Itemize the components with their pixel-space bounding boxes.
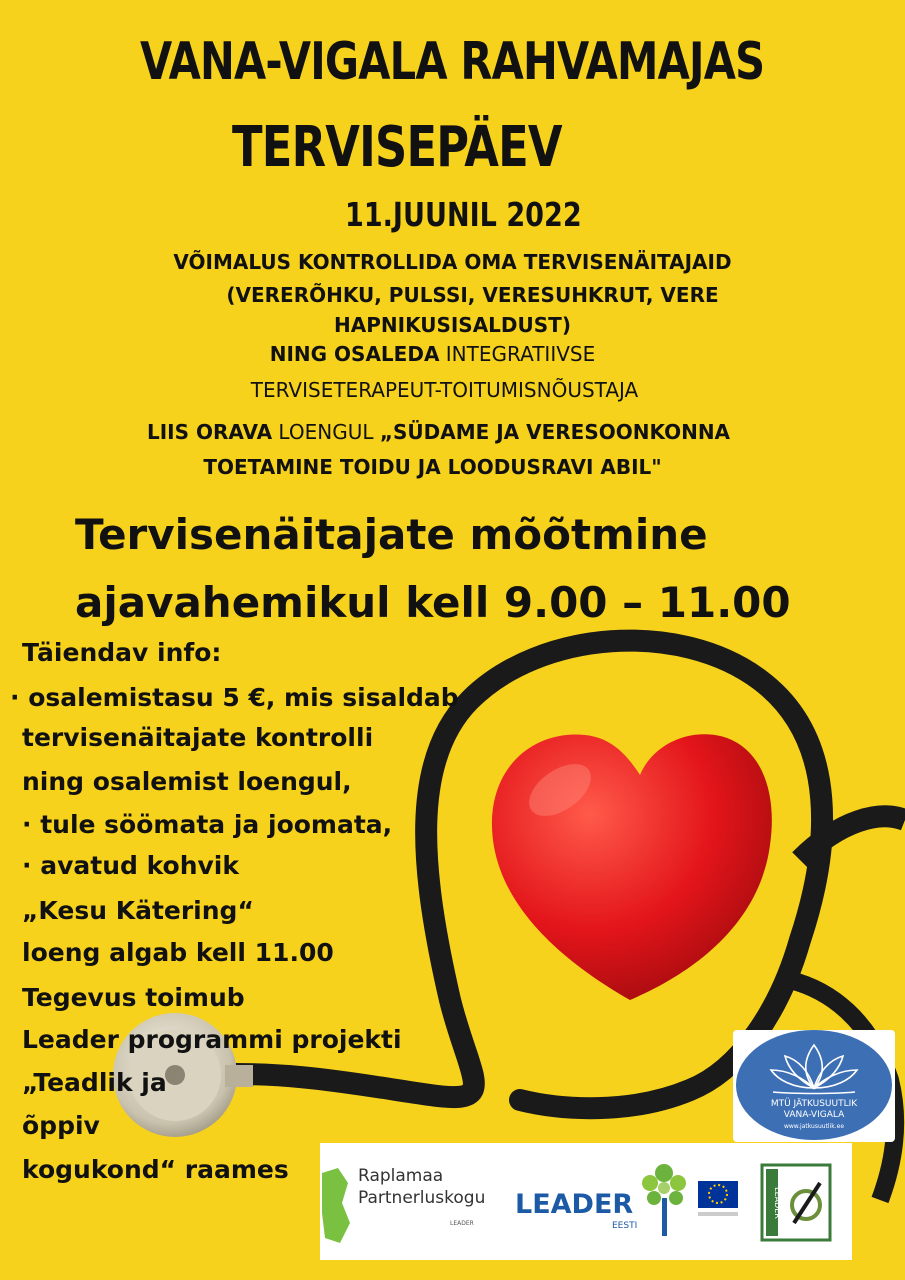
- info-line: tervisenäitajate kontrolli: [22, 723, 374, 752]
- intro-line-3: HAPNIKUSISALDUST): [334, 313, 571, 337]
- measurement-line-1: Tervisenäitajate mõõtmine: [75, 510, 708, 559]
- eu-flag-icon: [698, 1181, 738, 1216]
- info-line: õppiv: [22, 1111, 100, 1140]
- info-heading: Täiendav info:: [22, 638, 222, 667]
- info-line: · tule söömata ja joomata,: [22, 810, 393, 839]
- raplamaa-line2: Partnerluskogu: [358, 1188, 486, 1208]
- info-line: Leader programmi projekti: [22, 1025, 402, 1054]
- event-venue-title: VANA-VIGALA RAHVAMAJAS: [140, 32, 765, 92]
- mtu-logo: [733, 1030, 895, 1142]
- tree-icon: [642, 1164, 686, 1236]
- intro-line-6: [0, 420, 891, 444]
- raplamaa-sub: LEADER: [450, 1220, 474, 1227]
- info-line: „Kesu Kätering“: [22, 896, 254, 925]
- info-line: · avatud kohvik: [22, 851, 240, 880]
- leader-box-logo: [762, 1165, 830, 1240]
- info-line: „Teadlik ja: [22, 1068, 167, 1097]
- intro-line-4: [0, 342, 885, 366]
- leader-eesti-logo: LEADER: [515, 1189, 634, 1220]
- lecture-title-start: „SÜDAME JA VERESOONKONNA: [379, 420, 731, 444]
- intro-line-4-bold: NING OSALEDA: [269, 342, 440, 366]
- info-line: loeng algab kell 11.00: [22, 938, 334, 967]
- leader-vertical-text: LEADER: [773, 1187, 782, 1219]
- mtu-name-line1: MTÜ JÄTKUSUUTLIK: [770, 1099, 858, 1109]
- intro-line-6-mid: LOENGUL: [272, 420, 380, 444]
- info-line: Tegevus toimub: [22, 983, 245, 1012]
- intro-line-2: (VERERÕHKU, PULSSI, VERESUHKRUT, VERE: [226, 283, 719, 307]
- info-line: kogukond“ raames: [22, 1155, 289, 1184]
- measurement-line-2: ajavahemikul kell 9.00 – 11.00: [75, 578, 791, 627]
- info-line: · osalemistasu 5 €, mis sisaldab: [10, 683, 459, 712]
- event-date: 11.JUUNIL 2022: [345, 195, 582, 234]
- lecture-title-end: TOETAMINE TOIDU JA LOODUSRAVI ABIL": [203, 455, 662, 479]
- leader-eesti-sub: EESTI: [612, 1221, 638, 1231]
- raplamaa-line1: Raplamaa: [358, 1166, 444, 1186]
- intro-line-4-rest: INTEGRATIIVSE: [439, 342, 596, 366]
- intro-line-5: TERVISETERAPEUT-TOITUMISNÕUSTAJA: [250, 378, 639, 402]
- heart: [492, 734, 772, 1000]
- mtu-name-line2: VANA-VIGALA: [783, 1110, 845, 1120]
- intro-line-1: VÕIMALUS KONTROLLIDA OMA TERVISENÄITAJAID: [173, 250, 732, 274]
- speaker-name: LIIS ORAVA: [146, 420, 273, 444]
- event-title: TERVISEPÄEV: [232, 115, 562, 180]
- mtu-url: www.jatkusuutlik.ee: [783, 1123, 845, 1130]
- raplamaa-map-icon: [322, 1168, 350, 1243]
- lotus-icon: [733, 1030, 895, 1142]
- sponsor-logos-bar: [320, 1143, 852, 1260]
- sponsor-logos: [320, 1143, 852, 1260]
- info-line: ning osalemist loengul,: [22, 767, 352, 796]
